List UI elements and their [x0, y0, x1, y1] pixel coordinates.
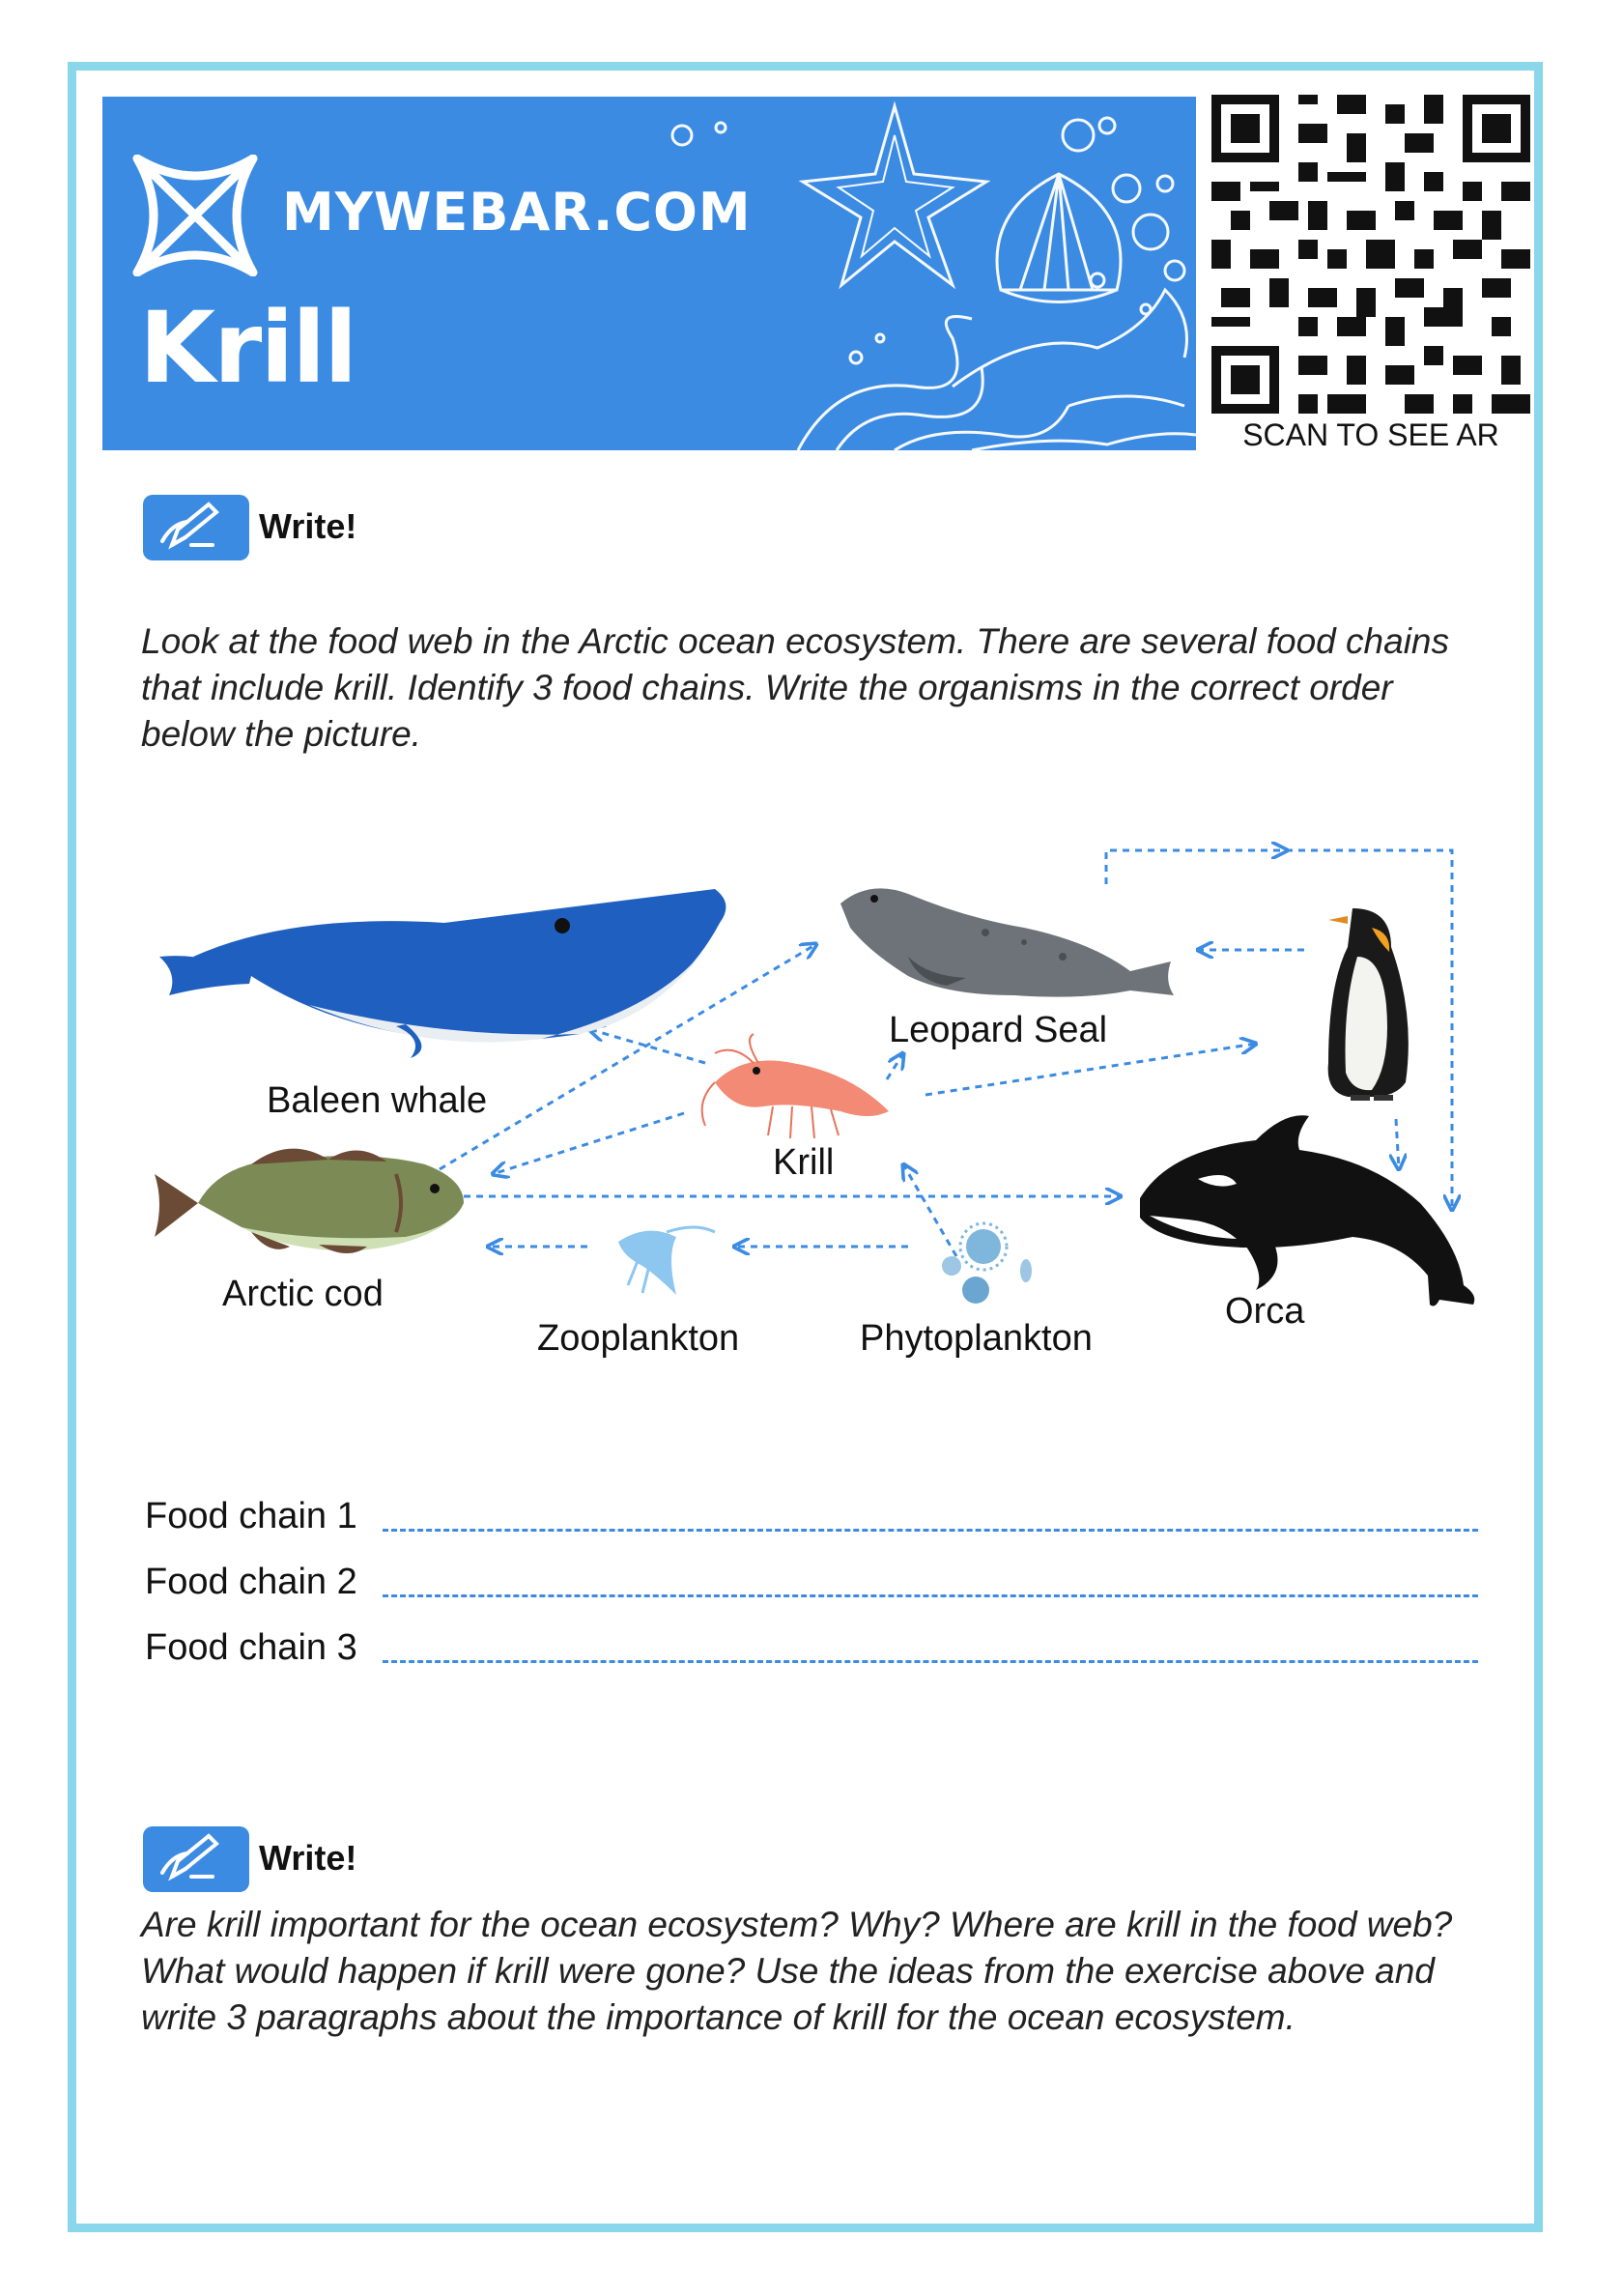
label-arctic-cod: Arctic cod: [222, 1274, 384, 1314]
phytoplankton-illustration: [942, 1223, 1032, 1304]
section2-instructions: Are krill important for the ocean ecosystem? Why? Where are krill in the food web? What would happen if krill were gone? Use the ideas from the exercise above and write 3 paragraphs about the importance of krill for the ocean ecosystem.: [141, 1905, 1453, 2037]
arctic-cod-illustration: [155, 1149, 464, 1253]
food-chain-label: Food chain 1: [145, 1496, 357, 1536]
baleen-whale-illustration: [159, 889, 726, 1058]
orca-illustration: [1140, 1115, 1474, 1306]
penguin-illustration: [1328, 908, 1409, 1101]
qr-caption: SCAN TO SEE AR: [1242, 417, 1499, 452]
label-krill: Krill: [773, 1142, 835, 1183]
food-chain-label: Food chain 3: [145, 1627, 357, 1668]
arrow-krill-to-seal: [887, 1053, 903, 1079]
write-badge-2: [143, 1826, 249, 1892]
brand-name: MYWEBAR.COM: [282, 182, 752, 243]
food-chain-answer-line[interactable]: [383, 1594, 1478, 1597]
label-phytoplankton: Phytoplankton: [860, 1318, 1093, 1359]
food-chain-answer-line[interactable]: [383, 1529, 1478, 1532]
food-chain-row-2: [145, 1562, 1478, 1610]
food-chain-label: Food chain 2: [145, 1562, 357, 1602]
food-chain-row-1: [145, 1496, 1478, 1544]
section2-heading: Write!: [259, 1838, 357, 1878]
leopard-seal-illustration: [840, 888, 1174, 996]
section1-heading: Write!: [259, 506, 357, 546]
arrow-penguin-to-orca: [1396, 1119, 1399, 1169]
zooplankton-illustration: [618, 1227, 715, 1295]
label-zooplankton: Zooplankton: [537, 1318, 740, 1359]
food-chain-answer-line[interactable]: [383, 1660, 1478, 1663]
food-chain-row-3: [145, 1627, 1478, 1676]
pencil-write-icon: [143, 1826, 249, 1892]
label-orca: Orca: [1225, 1291, 1305, 1332]
arrow-phytoplankton-to-krill: [903, 1164, 956, 1256]
section1-instructions: Look at the food web in the Arctic ocean ecosystem. There are several food chains that include krill. Identify 3 food chains. Write the organisms in the correct order below the picture.: [141, 621, 1449, 754]
krill-illustration: [702, 1034, 889, 1138]
arrow-krill-to-cod: [493, 1113, 684, 1174]
label-baleen-whale: Baleen whale: [267, 1080, 488, 1121]
label-leopard-seal: Leopard Seal: [889, 1010, 1108, 1050]
page-title: Krill: [139, 291, 356, 406]
